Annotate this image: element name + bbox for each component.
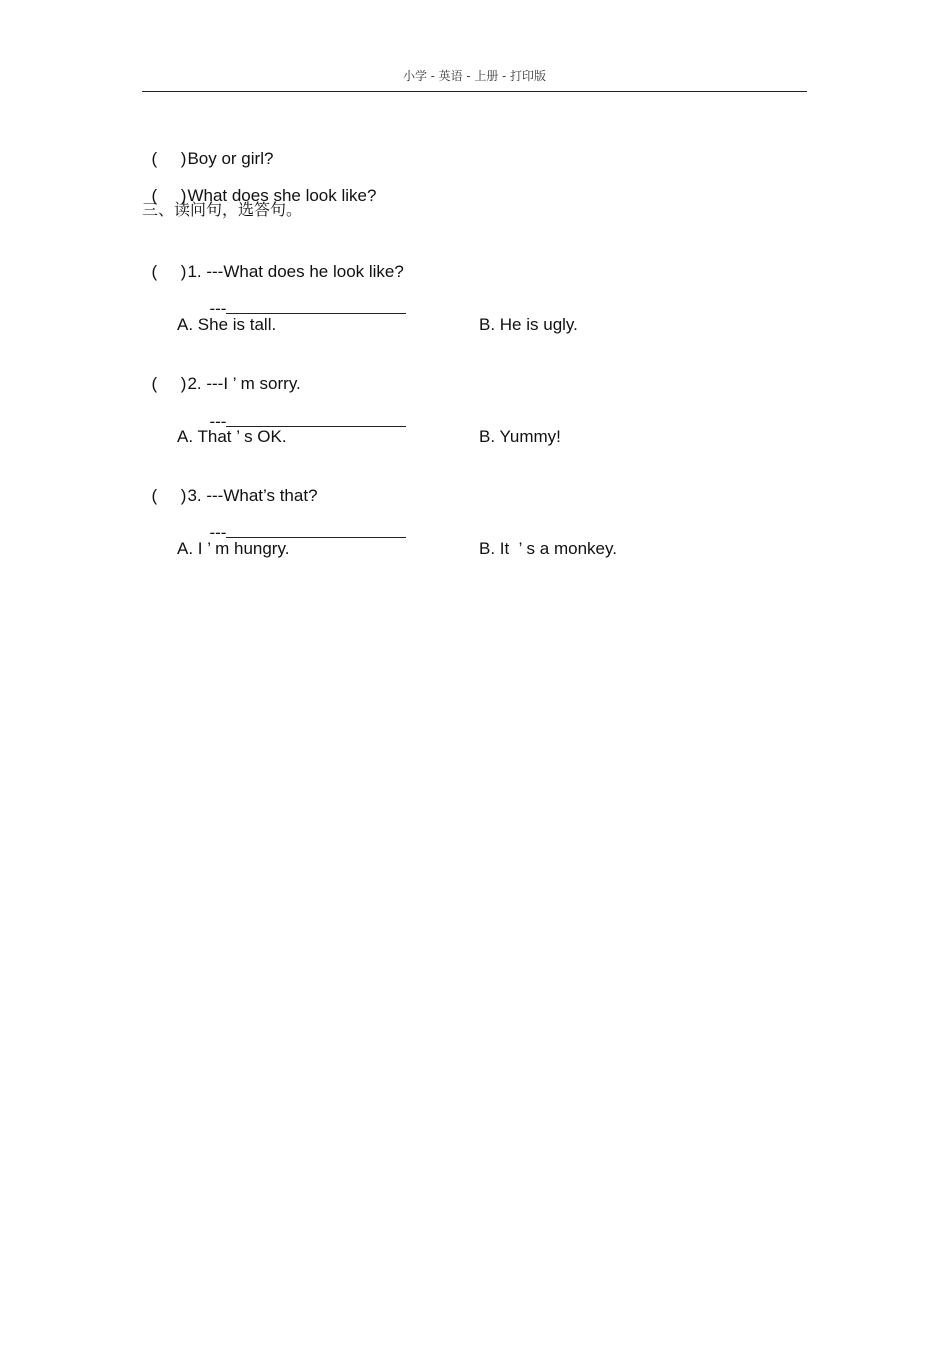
header-title: 小学 - 英语 - 上册 - 打印版 <box>402 69 547 83</box>
answer-paren: ( ) <box>151 149 187 168</box>
page-header <box>142 66 807 92</box>
answer-paren: ( ) <box>151 262 187 281</box>
answer-paren: ( ) <box>151 486 187 505</box>
item-text: Boy or girl? <box>187 149 274 168</box>
answer-blank <box>226 523 406 538</box>
question-text: 3. ---What’s that? <box>187 486 318 505</box>
answer-prefix: --- <box>209 412 227 431</box>
option-b-1: B. He is ugly. <box>479 315 578 334</box>
answer-prefix: --- <box>209 299 227 318</box>
question-text: 1. ---What does he look like? <box>187 262 404 281</box>
section-heading: 三、读问句，选答句。 <box>142 200 303 219</box>
option-b-3: B. It ’ s a monkey. <box>479 539 617 558</box>
answer-prefix: --- <box>209 523 227 542</box>
option-b-2: B. Yummy! <box>479 427 561 446</box>
answer-blank <box>226 299 406 314</box>
question-text: 2. ---I ’ m sorry. <box>187 374 301 393</box>
item-text: What does she look like? <box>187 186 377 205</box>
answer-paren: ( ) <box>151 186 187 205</box>
answer-paren: ( ) <box>151 374 187 393</box>
option-a-3: A. I ’ m hungry. <box>177 539 290 558</box>
answer-blank <box>226 412 406 427</box>
option-a-2: A. That ’ s OK. <box>177 427 287 446</box>
option-a-1: A. She is tall. <box>177 315 277 334</box>
